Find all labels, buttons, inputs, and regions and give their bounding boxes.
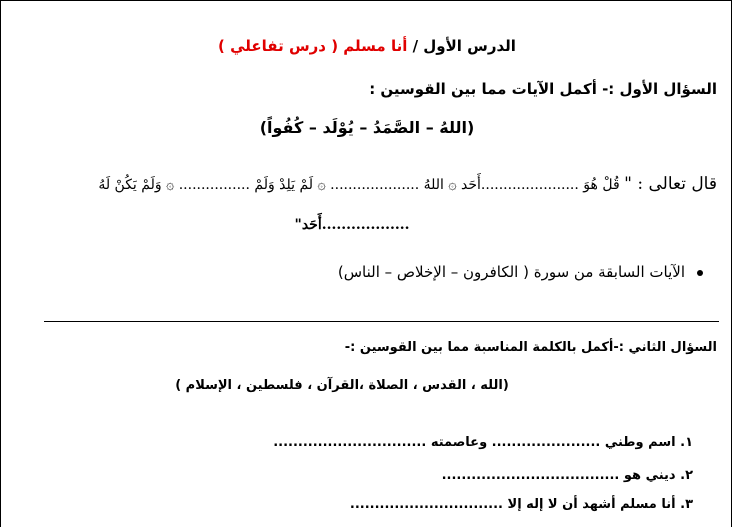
lesson-title-highlight: أنا مسلم ( درس تفاعلي ) [218,37,408,55]
question2-item-2: ٢. ديني هو .................................... [441,468,693,483]
verse-line-2: ..................أَحَد" [294,217,410,233]
bullet-text: الآيات السابقة من سورة ( الكافرون – الإخلاص – الناس) [337,263,685,281]
question1-word-bank: (اللهُ – الصَّمَدُ – يُوْلَد – كُفُواً) [259,118,475,137]
verse-line-1 [98,174,717,194]
question1-heading: السؤال الأول :- أكمل الآيات مما بين القوسين : [369,80,717,98]
section-divider [44,321,719,322]
bullet-item [338,263,703,281]
question2-item-3: ٣. أنا مسلم أشهد أن لا إله إلا ............................... [349,497,693,512]
question2-heading: السؤال الثاني :-أكمل بالكلمة المناسبة مما بين القوسين :- [344,340,717,355]
lesson-title [1,37,732,55]
lesson-title-prefix: الدرس الأول / [412,37,516,55]
verse-text-1: قُلْ هُوَ ......................أَحَد ۞ اللهُ .................... ۞ لَمْ يَلِدْ وَلَمْ ................ ۞ وَلَمْ يَكُنْ لَهُ [98,177,620,193]
verse-lead: قال تعالى : " [624,174,717,194]
question2-word-bank: (الله ، القدس ، الصلاة ،القرآن ، فلسطين ، الإسلام ) [175,378,509,393]
question2-item-1: ١. اسم وطني ...................... وعاصمته ............................... [273,435,693,450]
bullet-dot-icon [697,270,703,276]
